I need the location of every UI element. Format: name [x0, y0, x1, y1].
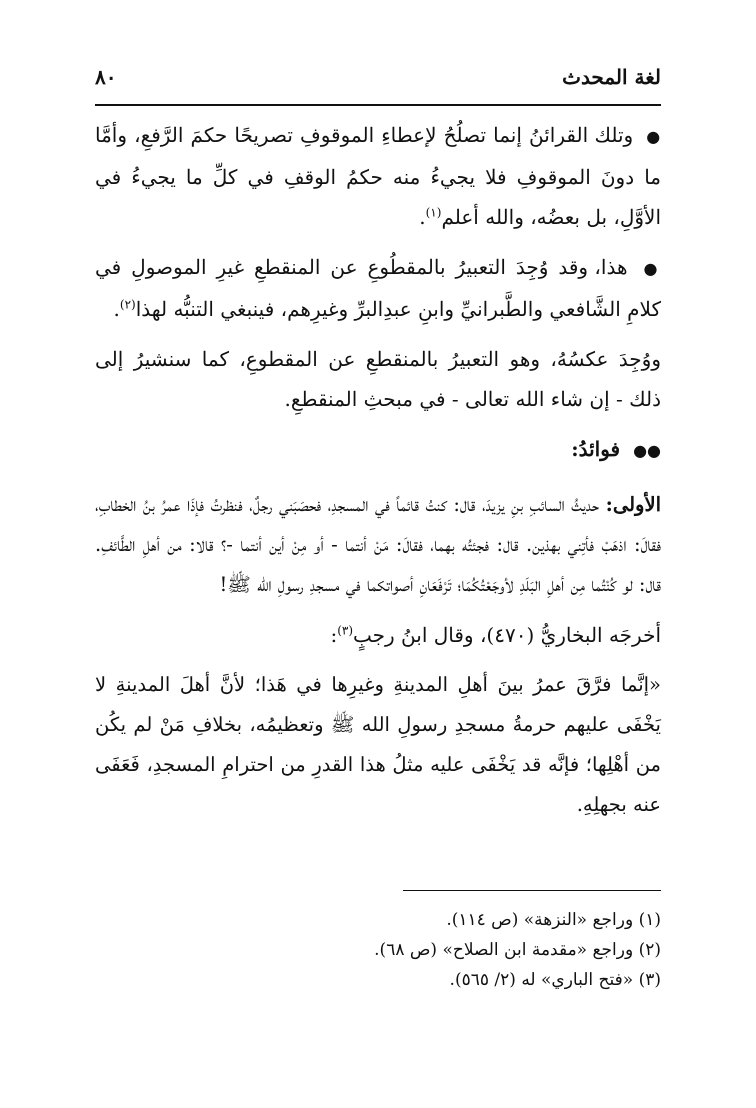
paragraph-5-end: :: [330, 623, 338, 647]
paragraph-6: [95, 665, 661, 825]
paragraph-5-text: أخرجَه البخاريُّ (٤٧٠)، وقال ابنُ رجبٍ: [353, 623, 661, 647]
paragraph-4: [95, 485, 661, 605]
footnote-2: (٢) وراجع «مقدمة ابن الصلاح» (ص ٦٨).: [374, 940, 661, 960]
bullet-icon: ●: [643, 259, 662, 278]
running-title: لغة المحدث: [562, 65, 661, 89]
paragraph-5: [95, 615, 661, 655]
paragraph-3-text: ووُجِدَ عكسُهُ، وهو التعبيرُ بالمنقطعِ عن المقطوعِ، كما سنشيرُ إلى ذلك - إن شاء الله تعالى - في مبحثِ المنقطعِ.: [95, 347, 661, 411]
footnote-1: (١) وراجع «النزهة» (ص ١١٤).: [446, 910, 661, 930]
paragraph-4-text: حديثُ السائبِ بنِ يزيدَ، قال: كنتُ قائماً في المسجدِ، فحصَبَني رجلٌ، فنظرتُ فإذَا عمرُ بنُ الخطابِ، فقالَ: اذهَبْ فأتِني بهذين. قال: فجئتُه بهما، فقالَ: مَنْ أنتما - أو مِنْ أين أنتما -؟ قالا: من أهلِ الطَّائفِ. قال: لو كُنْتُما مِن أهلِ البَلَدِ لأوجَعْتُكُمَا؛ تَرْفَعَانِ أصواتكما في مسجدِ رسولِ الله ﷺ!: [95, 493, 661, 596]
paragraph-1-text: وتلك القرائنُ إنما تصلُحُ لإعطاءِ الموقوفِ تصريحًا حكمَ الرَّفعِ، وأمَّا ما دونَ الموقوفِ فلا يجيءُ منه حكمُ الوقفِ في كلِّ ما يجيءُ في الأوَّلِ، بل بعضُه، والله أعلم: [95, 123, 661, 229]
paragraph-1-end: .: [419, 205, 426, 229]
main-text: [95, 115, 661, 835]
paragraph-2-text: هذا، وقد وُجِدَ التعبيرُ بالمقطُوعِ عن المنقطعِ غيرِ الموصولِ في كلامِ الشَّافعي والطَّبرانيِّ وابنِ عبدِالبرِّ وغيرِهم، فينبغي التنبُّه لهذا: [95, 255, 661, 321]
footnote-ref-2: (٢): [119, 297, 136, 312]
paragraph-2-end: .: [113, 297, 120, 321]
paragraph-3: [95, 339, 661, 419]
paragraph-6-text: «إنَّما فرَّقَ عمرُ بينَ أهلِ المدينةِ وغيرِها في هَذا؛ لأنَّ أهلَ المدينةِ لا يَخْفَى عليهم حرمةُ مسجدِ رسولِ الله ﷺ وتعظيمُه، بخلافِ مَنْ لم يكُن من أهْلِها؛ فإنَّه قد يَخْفَى عليه مثلُ هذا القدرِ من احترامِ المسجدِ، فَعَفَى عنه بجهلِهِ.: [95, 673, 661, 816]
page-header: [95, 60, 661, 94]
section-heading-text: فوائدُ:: [571, 437, 621, 461]
footnote-3: (٣) «فتح الباري» له (٢/ ٥٦٥).: [449, 970, 661, 990]
footnotes: [95, 905, 661, 995]
header-rule: [95, 104, 661, 106]
page-number: ٨٠: [95, 65, 117, 89]
paragraph-2: [95, 247, 661, 329]
paragraph-1: [95, 115, 661, 237]
double-bullet-icon: ●●: [633, 441, 661, 460]
footnote-ref-3: (٣): [337, 623, 354, 638]
paragraph-4-lead: الأولى:: [605, 493, 661, 516]
footnote-rule: [403, 890, 661, 891]
footnote-ref-1: (١): [425, 205, 442, 220]
bullet-icon: ●: [646, 127, 661, 146]
section-heading: [95, 429, 661, 471]
